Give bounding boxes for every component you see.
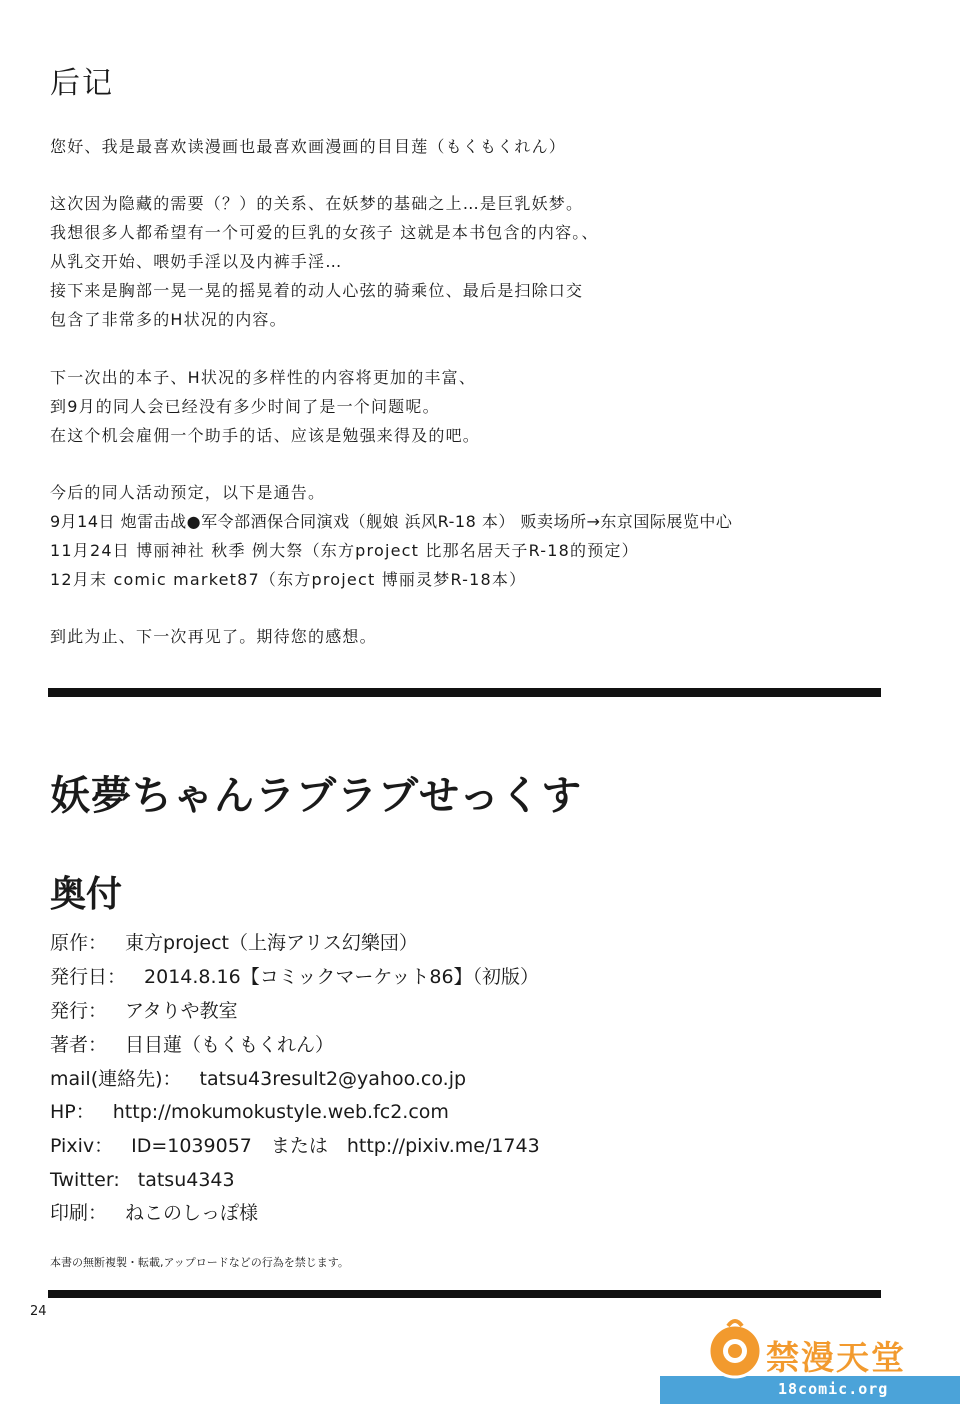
colophon-value: アタりや教室 (125, 1000, 238, 1022)
colophon-value: tatsu4343 (137, 1169, 235, 1191)
colophon-row (50, 999, 238, 1023)
colophon-row (50, 1168, 235, 1192)
copyright-notice: 本書の無断複製・転載,アップロードなどの行為を禁じます。 (50, 1256, 349, 1269)
afterword-line: 包含了非常多的H状况的内容。 (50, 310, 287, 329)
afterword-line: 在这个机会雇佣一个助手的话、应该是勉强来得及的吧。 (50, 426, 481, 445)
book-title: 妖夢ちゃんラブラブせっくす (50, 773, 583, 819)
whale-mascot-icon (704, 1318, 766, 1380)
colophon-label: HP： (50, 1101, 95, 1123)
colophon-row (50, 931, 418, 955)
colophon-row (50, 1134, 540, 1158)
afterword-line: 到此为止、下一次再见了。期待您的感想。 (50, 627, 377, 646)
afterword-line: 12月末 comic market87（东方project 博丽灵梦R-18本） (50, 570, 527, 589)
divider-rule (48, 688, 881, 697)
colophon-value: ねこのしっぽ様 (125, 1202, 259, 1224)
colophon-label: 原作： (50, 932, 108, 954)
afterword-line: 您好、我是最喜欢读漫画也最喜欢画漫画的目目莲（もくもくれん） (50, 137, 567, 156)
colophon-row (50, 1033, 334, 1057)
afterword-line: 这次因为隐藏的需要（？）的关系、在妖梦的基础之上…是巨乳妖梦。 (50, 194, 584, 213)
afterword-line: 下一次出的本子、H状况的多样性的内容将更加的丰富、 (50, 368, 477, 387)
colophon-label: mail(連絡先)： (50, 1068, 182, 1090)
colophon-row (50, 1067, 466, 1091)
colophon-value: 2014.8.16【コミックマーケット86】（初版） (144, 966, 540, 988)
colophon-value: 目目蓮（もくもくれん） (125, 1034, 335, 1056)
colophon-label: 発行日： (50, 966, 127, 988)
colophon-value: ID=1039057 または http://pixiv.me/1743 (131, 1135, 540, 1157)
afterword-line: 从乳交开始、喂奶手淫以及内裤手淫… (50, 252, 343, 271)
afterword-line: 到9月的同人会已经没有多少时间了是一个问题呢。 (50, 397, 440, 416)
watermark (660, 1304, 960, 1404)
afterword-title: 后记 (50, 66, 114, 101)
colophon-title: 奥付 (50, 874, 123, 915)
afterword-line: 9月14日 炮雷击战●军令部酒保合同演戏（舰娘 浜风R-18 本） 贩卖场所→东京国际展览中心 (50, 512, 733, 531)
afterword-line: 今后的同人活动预定，以下是通告。 (50, 483, 326, 502)
afterword-line: 我想很多人都希望有一个可爱的巨乳的女孩子 这就是本书包含的内容。、 (50, 223, 599, 242)
colophon-label: 発行： (50, 1000, 108, 1022)
page-number: 24 (30, 1304, 47, 1319)
watermark-url: 18comic.org (778, 1380, 889, 1398)
colophon-row (50, 1201, 258, 1225)
colophon-value: tatsu43result2@yahoo.co.jp (199, 1068, 467, 1090)
afterword-line: 11月24日 博丽神社 秋季 例大祭（东方project 比那名居天子R-18的预定） (50, 541, 639, 560)
colophon-value: 東方project（上海アリス幻樂団） (125, 932, 418, 954)
colophon-value: http://mokumokustyle.web.fc2.com (112, 1101, 449, 1123)
colophon-label: Twitter: (50, 1169, 120, 1191)
watermark-text: 禁漫天堂 (766, 1338, 906, 1377)
colophon-row (50, 1100, 449, 1124)
colophon-label: Pixiv： (50, 1135, 114, 1157)
colophon-row (50, 965, 539, 989)
afterword-line: 接下来是胸部一晃一晃的摇晃着的动人心弦的骑乘位、最后是扫除口交 (50, 281, 584, 300)
colophon-label: 著者： (50, 1034, 108, 1056)
colophon-label: 印刷： (50, 1202, 108, 1224)
divider-rule (48, 1290, 881, 1298)
